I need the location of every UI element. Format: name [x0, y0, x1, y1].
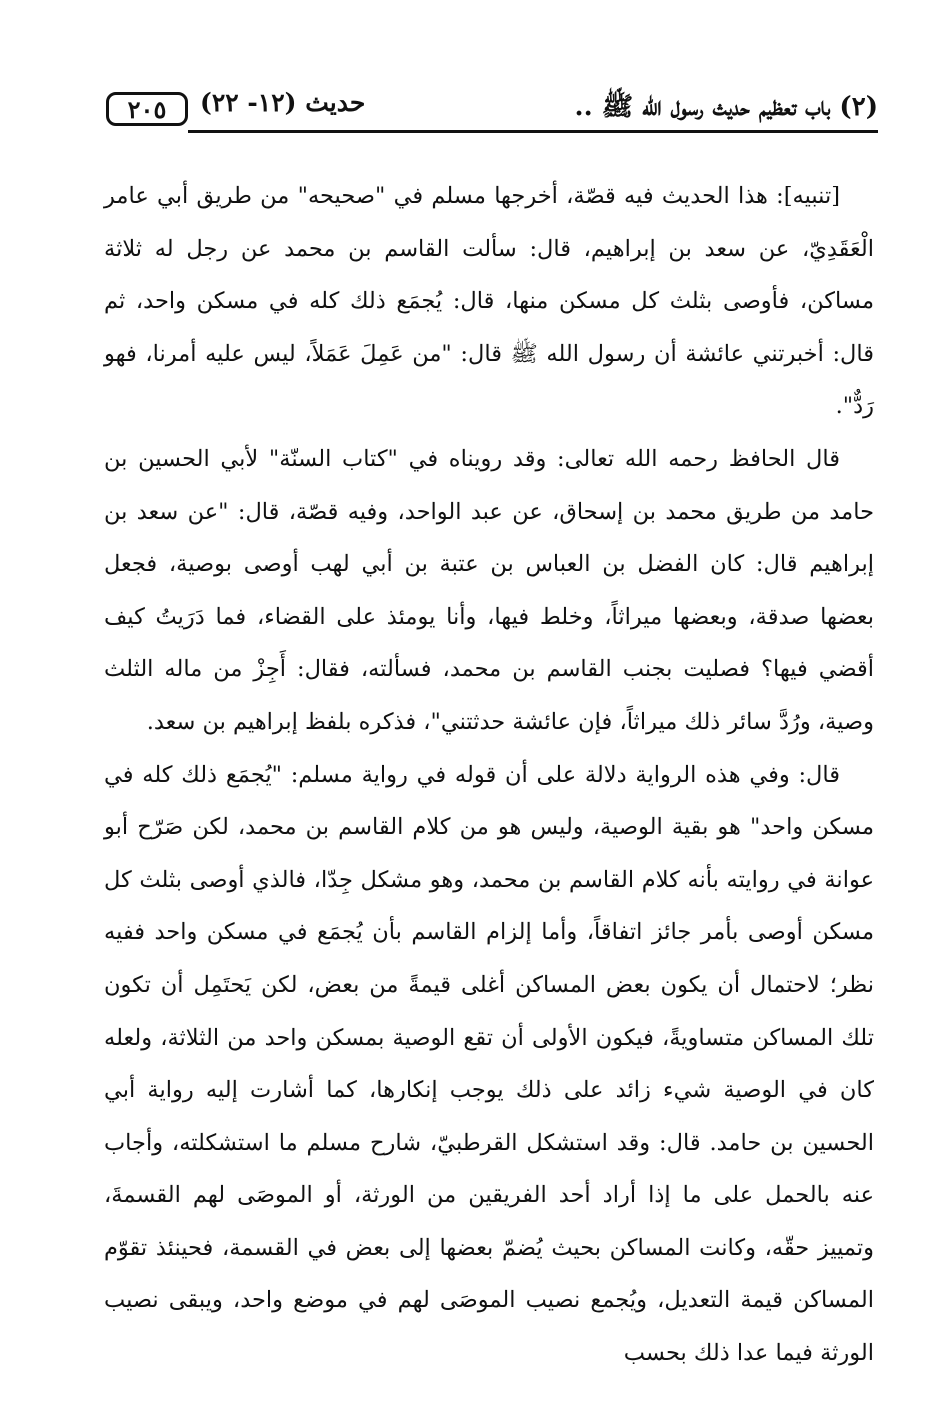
page-number: ٢٠٥ — [106, 92, 188, 126]
chapter-title: (٢) باب تعظيم حديث رسول الله ﷺ .. — [574, 92, 878, 122]
header-rule — [188, 130, 878, 133]
running-header — [100, 84, 878, 144]
hadith-range: حديث (١٢- ٢٢) — [200, 88, 366, 117]
paragraph-note: [تنبيه]: هذا الحديث فيه قصّة، أخرجها مسلم في "صحيحه" من طريق أبي عامر الْعَقَدِيّ، عن سعد بن إبراهيم، قال: سألت القاسم بن محمد عن رجل له ثلاثة مساكن، فأوصى بثلث كل مسكن منها، قال: يُجمَع ذلك كله في مسكن واحد، ثم قال: أخبرتني عائشة أن رسول الله ﷺ قال: "من عَمِلَ عَمَلاً، ليس عليه أمرنا، فهو رَدٌّ". — [104, 183, 874, 420]
paragraph-hafiz: قال الحافظ رحمه الله تعالى: وقد رويناه في "كتاب السنّة" لأبي الحسين بن حامد من طريق محمد بن إسحاق، عن عبد الواحد، وفيه قصّة، قال: "عن سعد بن إبراهيم قال: كان الفضل بن العباس بن عتبة بن أبي لهب أوصى بوصية، فجعل بعضها صدقة، وبعضها ميراثاً، وخلط فيها، وأنا يومئذ على القضاء، فما دَرَيتُ كيف أقضي فيها؟ فصليت بجنب القاسم بن محمد، فسألته، فقال: أَجِزْ من ماله الثلث وصية، ورُدَّ سائر ذلك ميراثاً، فإن عائشة حدثتني"، فذكره بلفظ إبراهيم بن سعد. — [104, 445, 874, 735]
paragraph-commentary: قال: وفي هذه الرواية دلالة على أن قوله في رواية مسلم: "يُجمَع ذلك كله في مسكن واحد" هو بقية الوصية، وليس هو من كلام القاسم بن محمد، لكن صَرّح أبو عوانة في روايته بأنه كلام القاسم بن محمد، وهو مشكل جِدّا، فالذي أوصى بثلث كل مسكن أوصى بأمر جائز اتفاقاً، وأما إلزام القاسم بأن يُجمَع في مسكن واحد ففيه نظر؛ لاحتمال أن يكون بعض المساكن أغلى قيمةً من بعض، لكن يَحتَمِل أن تكون تلك المساكن متساويةً، فيكون الأولى أن تقع الوصية بمسكن واحد من الثلاثة، ولعله كان في الوصية شيء زائد على ذلك يوجب إنكارها، كما أشارت إليه رواية أبي الحسين بن حامد. قال: وقد استشكل القرطبيّ، شارح مسلم ما استشكلته، وأجاب عنه بالحمل على ما إذا أراد أحد الفريقين من الورثة، أو الموصَى لهم القسمةَ، وتمييز حقّه، وكانت المساكن بحيث يُضمّ بعضها إلى بعض في القسمة، فحينئذ تقوّم المساكن قيمة التعديل، ويُجمع نصيب الموصَى لهم في موضع واحد، ويبقى نصيب الورثة فيما عدا ذلك بحسب — [104, 761, 874, 1367]
page-body — [104, 170, 874, 1380]
